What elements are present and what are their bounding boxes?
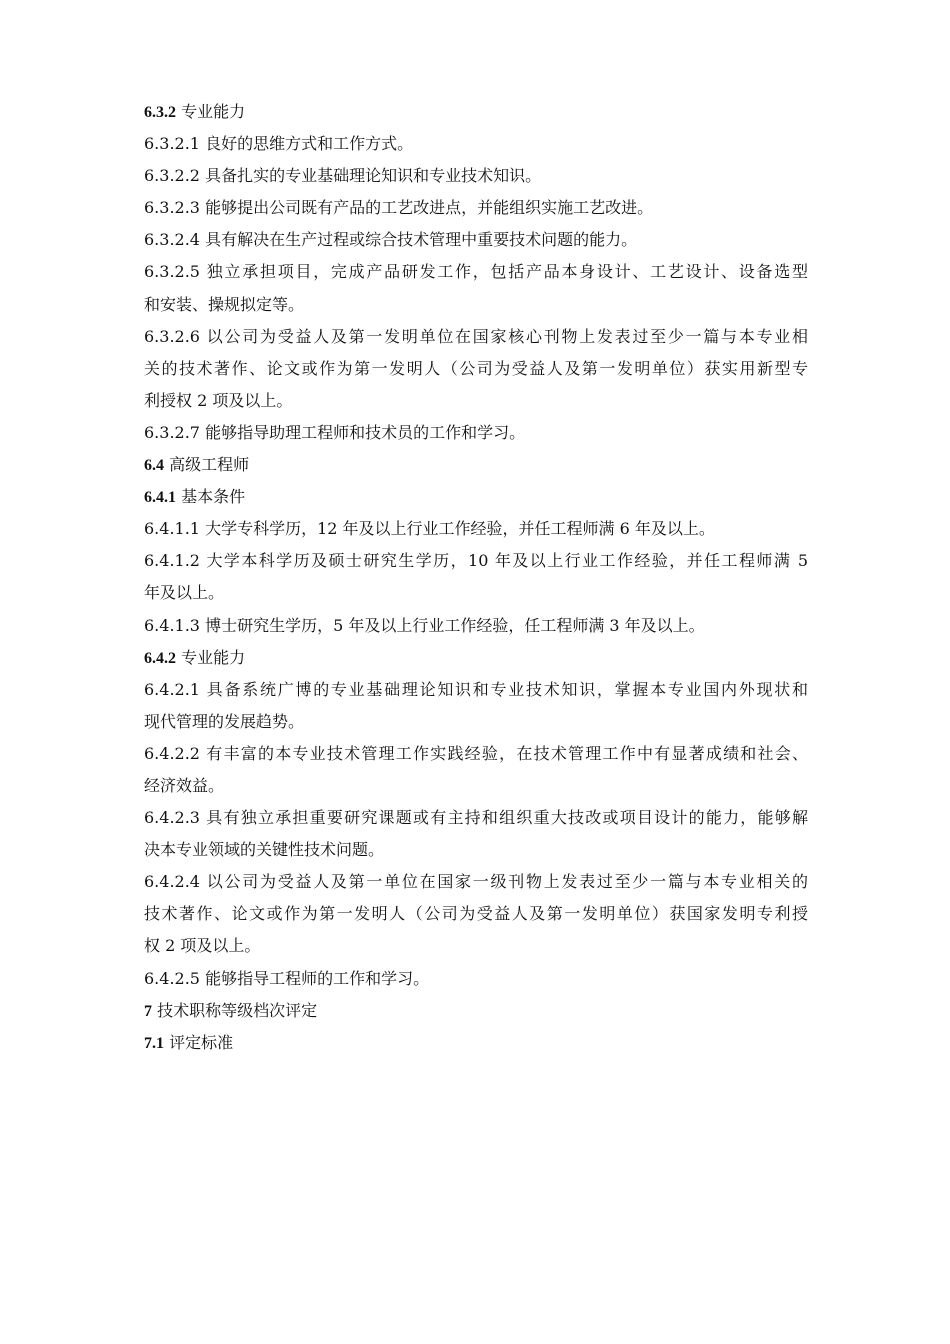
- paragraph-line: [144, 963, 808, 995]
- section-number: 6.4.2: [144, 649, 176, 667]
- line-text: 6.4.2.5 能够指导工程师的工作和学习。: [144, 968, 430, 988]
- line-text: 6.3.2.1 良好的思维方式和工作方式。: [144, 134, 414, 154]
- paragraph-line: [144, 192, 808, 224]
- paragraph-line: [144, 674, 808, 706]
- paragraph-line: [144, 898, 808, 930]
- paragraph-line: [144, 513, 808, 545]
- line-text: 权 2 项及以上。: [144, 936, 261, 956]
- line-text: 6.3.2.2 具备扎实的专业基础理论知识和专业技术知识。: [144, 166, 542, 186]
- paragraph-line: [144, 128, 808, 160]
- section-heading: [144, 449, 808, 481]
- paragraph-line: [144, 770, 808, 802]
- paragraph-line: [144, 577, 808, 609]
- paragraph-line: [144, 256, 808, 288]
- line-text: 6.4.1.3 博士研究生学历，5 年及以上行业工作经验，任工程师满 3 年及以上。: [144, 615, 705, 635]
- line-text: 6.3.2.5 独立承担项目，完成产品研发工作，包括产品本身设计、工艺设计、设备选型: [144, 262, 808, 282]
- line-text: 基本条件: [176, 487, 246, 507]
- section-heading: [144, 642, 808, 674]
- paragraph-line: [144, 224, 808, 256]
- paragraph-line: [144, 802, 808, 834]
- section-number: 6.4: [144, 457, 164, 475]
- section-heading: [144, 1027, 808, 1059]
- line-text: 高级工程师: [164, 455, 250, 475]
- paragraph-line: [144, 738, 808, 770]
- paragraph-line: [144, 930, 808, 962]
- section-heading: [144, 96, 808, 128]
- paragraph-line: [144, 706, 808, 738]
- paragraph-line: [144, 545, 808, 577]
- line-text: 技术职称等级档次评定: [152, 1000, 318, 1020]
- paragraph-line: [144, 385, 808, 417]
- line-text: 决本专业领域的关键性技术问题。: [144, 840, 385, 860]
- line-text: 6.4.2.2 有丰富的本专业技术管理工作实践经验，在技术管理工作中有显著成绩和社会、: [144, 743, 808, 763]
- paragraph-line: [144, 321, 808, 353]
- line-text: 6.4.1.2 大学本科学历及硕士研究生学历，10 年及以上行业工作经验，并任工程师满 5: [144, 551, 808, 571]
- paragraph-line: [144, 610, 808, 642]
- paragraph-line: [144, 353, 808, 385]
- paragraph-line: [144, 160, 808, 192]
- line-text: 6.3.2.6 以公司为受益人及第一发明单位在国家核心刊物上发表过至少一篇与本专业相: [144, 326, 808, 346]
- line-text: 6.3.2.3 能够提出公司既有产品的工艺改进点，并能组织实施工艺改进。: [144, 198, 654, 218]
- line-text: 专业能力: [176, 102, 246, 121]
- line-text: 6.4.2.4 以公司为受益人及第一单位在国家一级刊物上发表过至少一篇与本专业相关的: [144, 872, 808, 892]
- line-text: 评定标准: [164, 1032, 234, 1052]
- section-number: 7: [144, 1002, 152, 1020]
- line-text: 6.3.2.4 具有解决在生产过程或综合技术管理中重要技术问题的能力。: [144, 230, 638, 250]
- line-text: 技术著作、论文或作为第一发明人（公司为受益人及第一发明单位）获国家发明专利授: [144, 904, 808, 924]
- document-page: [144, 96, 808, 1059]
- section-number: 7.1: [144, 1034, 164, 1052]
- section-number: 6.3.2: [144, 104, 176, 121]
- line-text: 关的技术著作、论文或作为第一发明人（公司为受益人及第一发明单位）获实用新型专: [144, 358, 808, 378]
- line-text: 专业能力: [176, 647, 246, 667]
- line-text: 6.4.2.3 具有独立承担重要研究课题或有主持和组织重大技改或项目设计的能力，能够解: [144, 808, 808, 828]
- paragraph-line: [144, 417, 808, 449]
- section-number: 6.4.1: [144, 489, 176, 507]
- section-heading: [144, 481, 808, 513]
- line-text: 经济效益。: [144, 775, 225, 795]
- line-text: 和安装、操规拟定等。: [144, 294, 305, 314]
- line-text: 6.4.2.1 具备系统广博的专业基础理论知识和专业技术知识，掌握本专业国内外现状和: [144, 679, 808, 699]
- paragraph-line: [144, 834, 808, 866]
- line-text: 年及以上。: [144, 583, 225, 603]
- line-text: 6.3.2.7 能够指导助理工程师和技术员的工作和学习。: [144, 422, 526, 442]
- line-text: 6.4.1.1 大学专科学历，12 年及以上行业工作经验，并任工程师满 6 年及以上。: [144, 519, 715, 539]
- line-text: 利授权 2 项及以上。: [144, 390, 293, 410]
- paragraph-line: [144, 866, 808, 898]
- paragraph-line: [144, 289, 808, 321]
- section-heading: [144, 995, 808, 1027]
- line-text: 现代管理的发展趋势。: [144, 711, 305, 731]
